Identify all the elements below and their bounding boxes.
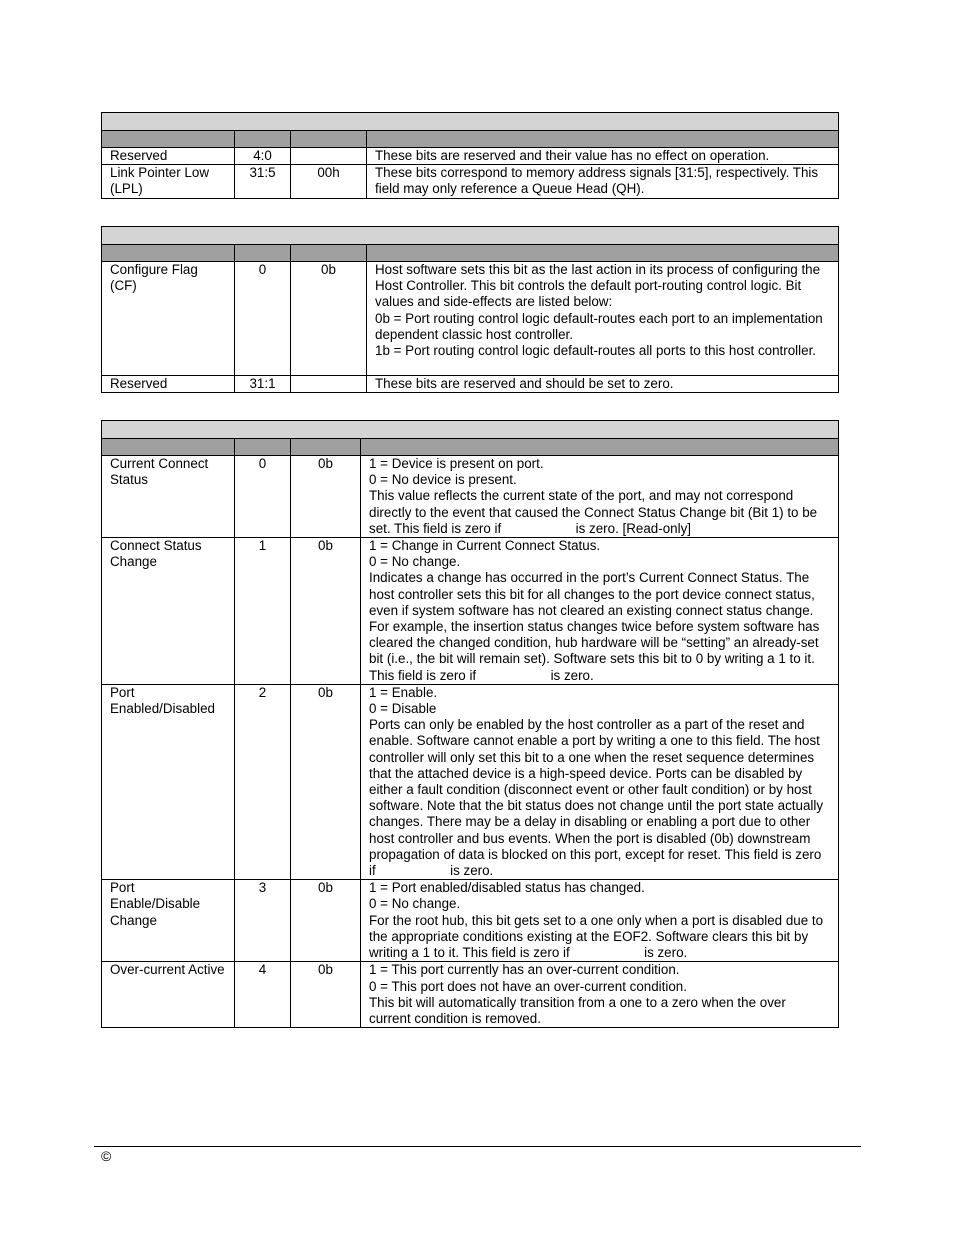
- description-cell: [361, 538, 839, 685]
- table-header-row: [102, 245, 839, 262]
- description-line: 1 = Change in Current Connect Status.: [369, 538, 601, 554]
- bits-cell: 0: [235, 456, 291, 538]
- default-cell: 00h: [291, 165, 367, 198]
- field-name: Over-current Active: [102, 962, 235, 1028]
- bits-cell: 1: [235, 538, 291, 685]
- table-row: [102, 456, 839, 538]
- field-name: Reserved: [102, 148, 235, 165]
- description-line: These bits correspond to memory address signals [31:5], respectively. This field may only reference a Queue Head (QH).: [375, 165, 819, 197]
- description-line: 0 = No change.: [369, 896, 461, 912]
- description-cell: [361, 684, 839, 879]
- description-cell: [367, 148, 839, 165]
- table-row: [102, 684, 839, 879]
- footer-divider: [94, 1146, 861, 1147]
- bits-cell: 31:1: [235, 376, 291, 393]
- table-row: [102, 148, 839, 165]
- description-cell: [367, 376, 839, 393]
- table-header-row: [102, 439, 839, 456]
- register-table-2: [101, 226, 839, 393]
- description-line: Host software sets this bit as the last action in its process of configuring the Host Controller. This bit controls the default port-routing control logic. Bit values and side-effects are listed below:: [375, 262, 821, 310]
- bits-cell: 2: [235, 684, 291, 879]
- default-cell: 0b: [291, 880, 361, 962]
- description-line: This value reflects the current state of the port, and may not correspond directly to the event that caused the Connect Status Change bit (Bit 1) to be set. This field is zero if is zero. [Read-only]: [369, 488, 821, 536]
- description-line: Indicates a change has occurred in the port’s Current Connect Status. The host controller sets this bit for all changes to the port device connect status, even if system software has not cleared an existing connect status change. For example, the insertion status changes twice before system software has cleared the changed condition, hub hardware will be “setting” an already-set bit (i.e., the bit will remain set). Software sets this bit to 0 by writing a 1 to it. This field is zero if is zero.: [369, 570, 824, 683]
- description-line: 0b = Port routing control logic default-routes each port to an implementation dependent classic host controller.: [375, 310, 823, 342]
- bits-cell: 0: [235, 262, 291, 376]
- bits-cell: 4:0: [235, 148, 291, 165]
- register-table-3: [101, 420, 839, 1028]
- table-row: [102, 538, 839, 685]
- bits-cell: 31:5: [235, 165, 291, 198]
- table-title-row: [102, 113, 839, 131]
- table-row: [102, 376, 839, 393]
- table-row: [102, 962, 839, 1028]
- description-cell: [367, 262, 839, 376]
- copyright-symbol: ©: [101, 1148, 112, 1164]
- field-name: Link Pointer Low (LPL): [102, 165, 235, 198]
- description-line: This bit will automatically transition from a one to a zero when the over current condition is removed.: [369, 994, 786, 1026]
- description-line: For the root hub, this bit gets set to a one only when a port is disabled due to the appropriate conditions existing at the EOF2. Software clears this bit by writing a 1 to it. This field is zero if is zero.: [369, 912, 827, 961]
- default-cell: [291, 148, 367, 165]
- table-row: [102, 262, 839, 376]
- table-row: [102, 880, 839, 962]
- table-header-row: [102, 131, 839, 148]
- field-name: Configure Flag (CF): [102, 262, 235, 376]
- bits-cell: 3: [235, 880, 291, 962]
- default-cell: 0b: [291, 962, 361, 1028]
- description-cell: [361, 456, 839, 538]
- description-line: 1 = Port enabled/disabled status has changed.: [369, 880, 645, 896]
- register-table-1: [101, 112, 839, 199]
- description-line: 1 = Device is present on port.: [369, 456, 544, 471]
- description-line: 0 = No change.: [369, 554, 461, 570]
- description-line: Ports can only be enabled by the host controller as a part of the reset and enable. Software cannot enable a port by writing a one to this field. The host controller will only set this bit to a one when the reset sequence determines that the attached device is a high-speed device. Ports can be disabled by either a fault condition (disconnect event or other fault condition) or by host software. Note that the bit status does not change until the port state actually changes. There may be a delay in disabling or enabling a port due to other host controller and bus events. When the port is disabled (0b) downstream propagation of data is blocked on this port, except for reset. This field is zero if is zero.: [369, 717, 827, 879]
- table-row: [102, 165, 839, 198]
- default-cell: 0b: [291, 538, 361, 685]
- description-cell: [361, 962, 839, 1028]
- description-cell: [367, 165, 839, 198]
- description-line: 1 = This port currently has an over-current condition.: [369, 962, 680, 978]
- description-line: 0 = No device is present.: [369, 472, 517, 488]
- description-line: 0 = This port does not have an over-current condition.: [369, 978, 687, 994]
- description-line: 1 = Enable.: [369, 684, 438, 700]
- description-cell: [361, 880, 839, 962]
- field-name: Reserved: [102, 376, 235, 393]
- default-cell: 0b: [291, 684, 361, 879]
- field-name: Port Enabled/Disabled: [102, 684, 235, 879]
- bits-cell: 4: [235, 962, 291, 1028]
- default-cell: 0b: [291, 262, 367, 376]
- default-cell: [291, 376, 367, 393]
- field-name: Current Connect Status: [102, 456, 235, 538]
- description-line: These bits are reserved and their value has no effect on operation.: [375, 148, 770, 163]
- description-line: 0 = Disable: [369, 701, 437, 717]
- default-cell: 0b: [291, 456, 361, 538]
- description-line: 1b = Port routing control logic default-routes all ports to this host controller.: [375, 343, 817, 359]
- field-name: Port Enable/Disable Change: [102, 880, 235, 962]
- table-title-row: [102, 227, 839, 245]
- field-name: Connect Status Change: [102, 538, 235, 685]
- description-line: These bits are reserved and should be set to zero.: [375, 376, 674, 391]
- table-title-row: [102, 421, 839, 439]
